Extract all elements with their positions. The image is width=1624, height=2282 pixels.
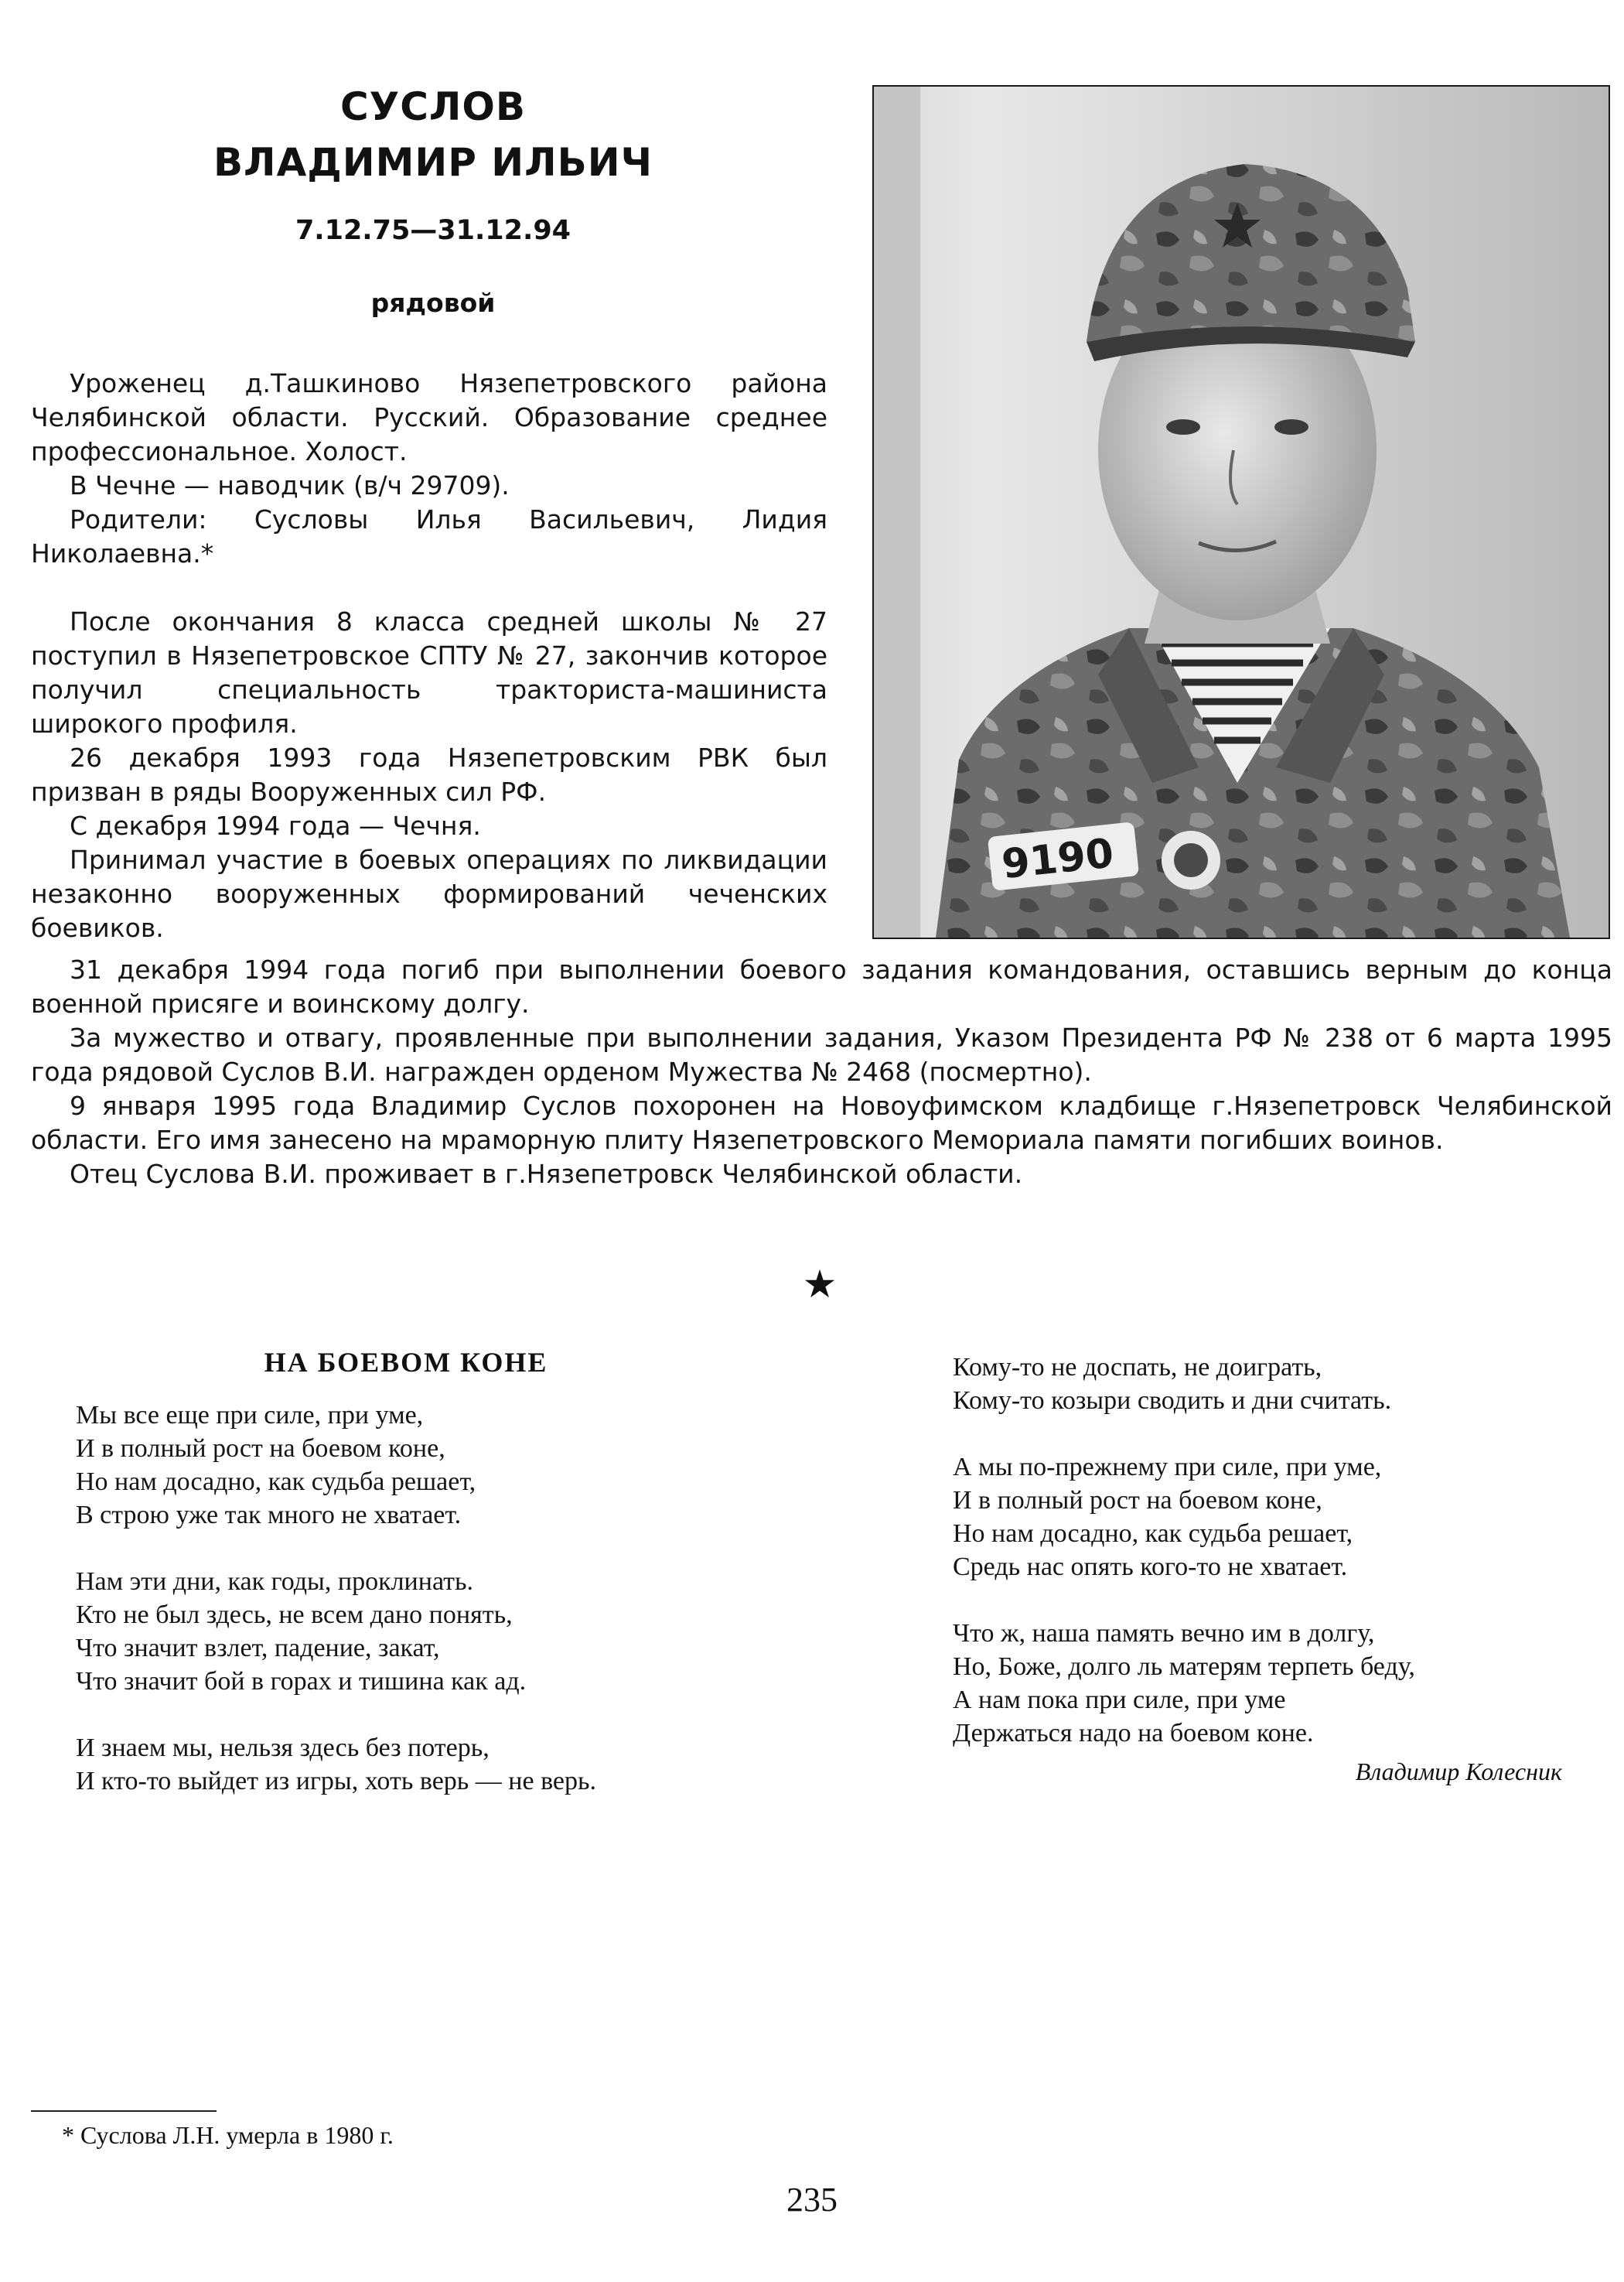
page-number: 235 [786,2181,838,2219]
bio-intro-origin: Уроженец д.Ташкиново Нязепетровского района Челябинской области. Русский. Образование среднее профессиональное. Холост. [31,368,827,466]
bio-paragraph: За мужество и отвагу, проявленные при выполнении задания, Указом Президента РФ № 238 от 6 марта 1995 года рядовой Суслов В.И. награжден орденом Мужества № 2468 (посмертно). [31,1023,1612,1087]
given-names-heading: ВЛАДИМИР ИЛЬИЧ [213,140,653,185]
poem-line: Что значит бой в горах и тишина как ад. [76,1667,527,1696]
badge-number: 9190 [999,830,1116,889]
portrait-photo-drawing [874,87,1609,938]
footnote-divider [31,2110,217,2112]
bio-intro-parents: Родители: Сусловы Илья Васильевич, Лидия Николаевна.* [31,504,827,569]
poem-line: Кому-то не доспать, не доиграть, [953,1353,1322,1382]
poem-stanza [76,1565,596,1698]
military-rank: рядовой [370,288,496,318]
poem-stanza [76,1399,596,1532]
poem-line: И знаем мы, нельзя здесь без потерь, [76,1734,490,1762]
poem-stanza [953,1351,1415,1417]
poem-line: В строю уже так много не хватает. [76,1501,462,1529]
poem-line: Средь нас опять кого-то не хватает. [953,1553,1348,1581]
poem-line: Но нам досадно, как судьба решает, [953,1519,1353,1548]
bio-paragraph: С декабря 1994 года — Чечня. [70,811,481,841]
biography-full-width [31,953,1612,1191]
poem-right-column [953,1351,1415,1783]
poem-line: И в полный рост на боевом коне, [953,1486,1322,1515]
poem-line: Мы все еще при силе, при уме, [76,1401,424,1430]
poem-title: НА БОЕВОМ КОНЕ [264,1347,548,1378]
poem-stanza [76,1731,596,1798]
biography-left-column [31,367,827,945]
poem-line: А нам пока при силе, при уме [953,1686,1286,1714]
surname-heading: СУСЛОВ [339,84,527,129]
bio-intro-post: В Чечне — наводчик (в/ч 29709). [70,470,510,500]
poem-stanza [953,1617,1415,1750]
poem-line: И в полный рост на боевом коне, [76,1434,445,1463]
poem-line: И кто-то выйдет из игры, хоть верь — не верь. [76,1767,597,1795]
star-separator-icon: ★ [802,1262,838,1307]
poem-line: Нам эти дни, как годы, проклинать. [76,1567,474,1596]
bio-paragraph: После окончания 8 класса средней школы № 27 поступил в Нязепетровское СПТУ № 27, закончив которое получил специальность тракториста-машиниста широкого профиля. [31,606,827,739]
bio-paragraph: 9 января 1995 года Владимир Суслов похоронен на Новоуфимском кладбище г.Нязепетровск Челябинской области. Его имя занесено на мраморную плиту Нязепетровского Мемориала памяти погибших воинов. [31,1091,1612,1155]
portrait-photo [872,85,1610,939]
poem-line: Но, Боже, долго ль матерям терпеть беду, [953,1652,1415,1681]
poem-line: Что значит взлет, падение, закат, [76,1634,440,1662]
life-dates: 7.12.75—31.12.94 [295,215,571,246]
poem-line: А мы по-прежнему при силе, при уме, [953,1453,1382,1481]
paragraph-gap [31,571,827,605]
poem-line: Что ж, наша память вечно им в долгу, [953,1619,1375,1648]
bio-paragraph: Отец Суслова В.И. проживает в г.Нязепетровск Челябинской области. [70,1159,1023,1189]
poem-author: Владимир Колесник [1355,1758,1562,1785]
poem-line: Держаться надо на боевом коне. [953,1719,1314,1747]
poem-line: Кто не был здесь, не всем дано понять, [76,1600,513,1629]
footnote: * Суслова Л.Н. умерла в 1980 г. [62,2121,394,2149]
poem-line: Кому-то козыри сводить и дни считать. [953,1386,1392,1415]
bio-paragraph: Принимал участие в боевых операциях по ликвидации незаконно вооруженных формирований чеченских боевиков. [31,845,827,943]
bio-paragraph: 26 декабря 1993 года Нязепетровским РВК был призван в ряды Вооруженных сил РФ. [31,743,827,807]
poem-line: Но нам досадно, как судьба решает, [76,1467,476,1496]
poem-left-column [76,1399,596,1831]
bio-paragraph: 31 декабря 1994 года погиб при выполнении боевого задания командования, оставшись верным до конца военной присяге и воинскому долгу. [31,955,1612,1019]
poem-stanza [953,1450,1415,1583]
